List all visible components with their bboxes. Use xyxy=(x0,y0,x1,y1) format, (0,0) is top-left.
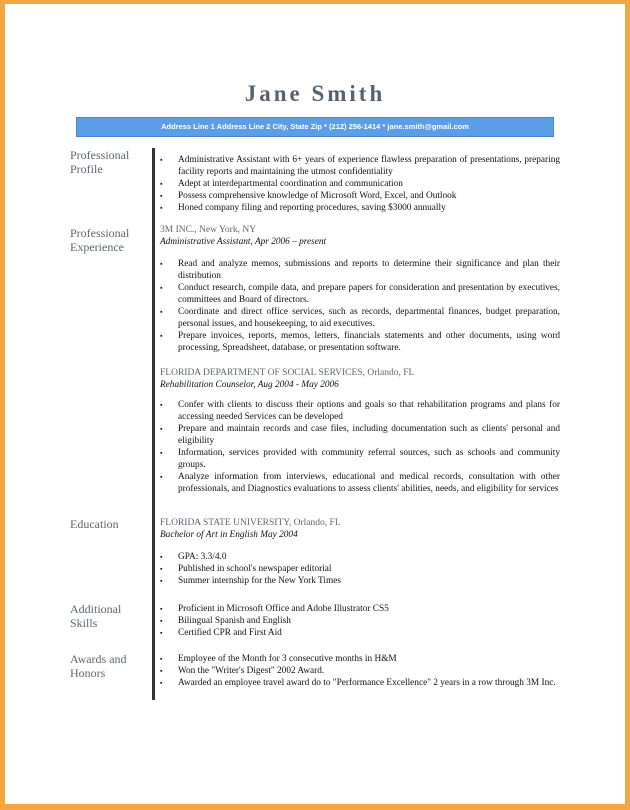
list-item: ▪ Prepare invoices, reports, memos, letters, financials statements and other documents, using word processing, Spreadsheet, database, or presentation software. xyxy=(160,330,560,354)
label-line: Professional xyxy=(70,226,130,240)
job-company: 3M INC., New York, NY xyxy=(160,225,257,235)
contact-bar: Address Line 1 Address Line 2 City, State Zip * (212) 256-1414 * jane.smith@gmail.com xyxy=(76,117,554,137)
profile-block xyxy=(160,154,560,214)
job-block xyxy=(160,224,560,354)
label-line: Education xyxy=(70,517,119,531)
list-item: ▪ Analyze information from interviews, educational and medical records, consultation with other professionals, and Diagnostics evaluations to assess clients' abilities, needs, and eligibility for services xyxy=(160,471,560,495)
list-item: ▪ Read and analyze memos, submissions and reports to determine their significance and plan their distribution xyxy=(160,258,560,282)
list-item: ▪ Prepare and maintain records and case files, including documentation such as clients' personal and eligibility xyxy=(160,423,560,447)
job-block xyxy=(160,367,560,495)
list-item: ▪ Honed company filing and reporting procedures, saving $3000 annually xyxy=(160,202,560,214)
list-item: ▪ Administrative Assistant with 6+ years of experience flawless preparation of presentations, preparing facility reports and maintaining the utmost confidentiality xyxy=(160,154,560,178)
label-line: Skills xyxy=(70,616,98,630)
section-label-skills xyxy=(70,602,150,630)
list-item: ▪ Employee of the Month for 3 consecutive months in H&M xyxy=(160,653,560,665)
list-item: ▪ Certified CPR and First Aid xyxy=(160,627,560,639)
label-line: Professional xyxy=(70,148,130,162)
section-label-education xyxy=(70,517,150,531)
list-item: ▪ Possess comprehensive knowledge of Microsoft Word, Excel, and Outlook xyxy=(160,190,560,202)
job-title: Rehabilitation Counselor, Aug 2004 - May 2006 xyxy=(160,380,339,390)
list-item: ▪ Proficient in Microsoft Office and Adobe Illustrator CS5 xyxy=(160,603,560,615)
job-title: Administrative Assistant, Apr 2006 – present xyxy=(160,237,327,247)
label-line: Profile xyxy=(70,162,103,176)
section-label-profile xyxy=(70,148,150,176)
list-item: ▪ Published in school's newspaper editorial xyxy=(160,563,560,575)
degree: Bachelor of Art in English May 2004 xyxy=(160,530,298,540)
label-line: Honors xyxy=(70,666,106,680)
section-divider xyxy=(152,148,155,700)
job-company: FLORIDA DEPARTMENT OF SOCIAL SERVICES, Orlando, FL xyxy=(160,368,415,378)
skills-block xyxy=(160,603,560,639)
list-item: ▪ Won the "Writer's Digest" 2002 Award. xyxy=(160,665,560,677)
list-item: ▪ Bilingual Spanish and English xyxy=(160,615,560,627)
section-label-experience xyxy=(70,226,150,254)
list-item: ▪ Conduct research, compile data, and prepare papers for consideration and presentation by executives, committees and Board of directors. xyxy=(160,282,560,306)
list-item: ▪ Awarded an employee travel award do to "Performance Excellence" 2 years in a row through 3M Inc. xyxy=(160,677,560,689)
school-name: FLORIDA STATE UNIVERSITY, Orlando, FL xyxy=(160,518,341,528)
resume-name: Jane Smith xyxy=(244,81,386,106)
label-line: Awards and xyxy=(70,652,127,666)
list-item: ▪ Summer internship for the New York Times xyxy=(160,575,560,587)
list-item: ▪ Information, services provided with community referral sources, such as schools and community groups. xyxy=(160,447,560,471)
education-block xyxy=(160,517,560,587)
list-item: ▪ Adept at interdepartmental coordination and communication xyxy=(160,178,560,190)
label-line: Additional xyxy=(70,602,122,616)
label-line: Experience xyxy=(70,240,124,254)
section-label-awards xyxy=(70,652,150,680)
list-item: ▪ GPA: 3.3/4.0 xyxy=(160,551,560,563)
awards-block xyxy=(160,653,560,689)
list-item: ▪ Confer with clients to discuss their options and goals so that rehabilitation programs and plans for accessing needed Services can be developed xyxy=(160,399,560,423)
list-item: ▪ Coordinate and direct office services, such as records, departmental finances, budget preparation, personal issues, and housekeeping, to aid executives. xyxy=(160,306,560,330)
